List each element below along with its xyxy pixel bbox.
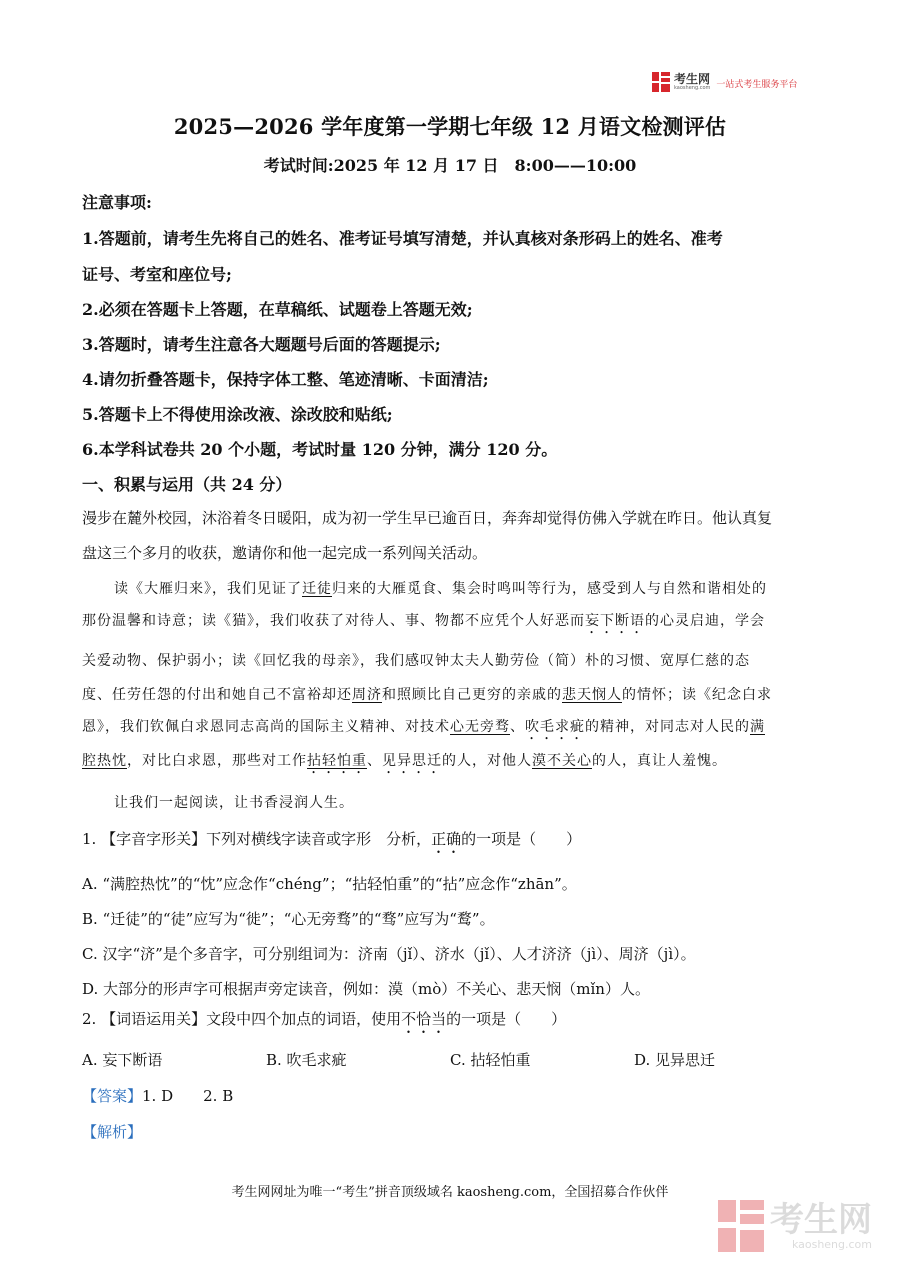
watermark-name: 考生网 [770, 1199, 872, 1240]
passage-line-2: 那份温馨和诗意；读《猫》，我们收获了对待人、事、物都不应凭个人好恶而妄下断语的心灵启迪，学会 [82, 613, 765, 629]
section-heading: 一、积累与运用（共 24 分） [82, 475, 292, 494]
passage-line-4: 度、任劳任怨的付出和她自己不富裕却还周济和照顾比自己更穷的亲戚的悲天悯人的情怀；读《纪念白求 [82, 687, 772, 703]
dotted-word: 不恰当 [401, 1010, 447, 1028]
underlined-word: 满 [750, 719, 765, 735]
notice-item-1b: 证号、考室和座位号; [82, 265, 232, 284]
notice-item-6: 6.本学科试卷共 20 个小题，考试时量 120 分钟，满分 120 分。 [82, 440, 558, 459]
dotted-word: 吹毛求疵 [525, 719, 585, 735]
watermark-logo-icon [718, 1200, 764, 1252]
watermark [718, 1200, 872, 1252]
passage-line-3: 关爱动物、保护弱小；读《回忆我的母亲》，我们感叹钟太夫人勤劳俭（简）朴的习惯、宽厚仁慈的态 [82, 653, 750, 669]
q2-option-b: B. 吹毛求疵 [266, 1051, 347, 1069]
q2-option-d: D. 见异思迁 [634, 1051, 716, 1069]
watermark-domain: kaosheng.com [791, 1237, 872, 1251]
page-footer: 考生网网址为唯一“考生”拼音顶级域名 kaosheng.com，全国招募合作伙伴 [231, 1185, 669, 1200]
q1-option-d: D. 大部分的形声字可根据声旁定读音，例如：漠（mò）不关心、悲天悯（mǐn）人。 [82, 980, 650, 998]
underlined-dotted-word: 拈轻怕重 [307, 753, 367, 769]
underlined-word: 悲天悯人 [562, 687, 622, 703]
q2-option-a: A. 妄下断语 [82, 1051, 163, 1069]
notice-item-1a: 1.答题前，请考生先将自己的姓名、准考证号填写清楚，并认真核对条形码上的姓名、准考 [82, 229, 723, 248]
q1-option-c: C. 汉字“济”是个多音字，可分别组词为：济南（jǐ）、济水（jǐ）、人才济济（jì）、周济（jì）。 [82, 945, 696, 963]
notice-heading: 注意事项: [82, 193, 152, 212]
dotted-word: 见异思迁 [382, 753, 442, 769]
q1-option-b: B. “迁徒”的“徒”应写为“徙”；“心无旁骛”的“骛”应写为“鹜”。 [82, 910, 495, 928]
dotted-word: 妄下断语 [585, 613, 645, 629]
site-logo [652, 70, 797, 94]
underlined-word: 周济 [352, 687, 382, 703]
logo-slogan: 一站式考生服务平台 [716, 79, 798, 90]
q1-stem: 1. 【字音字形关】下列对横线字读音或字形 分析，正确的一项是（ ） [82, 830, 582, 848]
underlined-word: 迁徒 [302, 581, 332, 597]
underlined-word: 腔热忱 [82, 753, 127, 769]
underlined-word: 心无旁骛 [450, 719, 510, 735]
passage-line-5: 恩》，我们钦佩白求恩同志高尚的国际主义精神、对技术心无旁骛、吹毛求疵的精神，对同志对人民的满 [82, 719, 765, 735]
intro-line-1: 漫步在麓外校园，沐浴着冬日暖阳，成为初一学生早已逾百日，奔奔却觉得仿佛入学就在昨日。他认真复 [82, 509, 773, 527]
answer-label: 【答案】 [82, 1087, 143, 1105]
logo-domain: kaosheng.com [674, 85, 711, 91]
q1-option-a: A. “满腔热忱”的“忱”应念作“chéng”；“拈轻怕重”的“拈”应念作“zhān”。 [82, 875, 577, 893]
passage-line-7: 让我们一起阅读，让书香浸润人生。 [114, 795, 354, 811]
logo-icon [652, 72, 670, 92]
notice-item-5: 5.答题卡上不得使用涂改液、涂改胶和贴纸; [82, 405, 393, 424]
notice-item-3: 3.答题时，请考生注意各大题题号后面的答题提示; [82, 335, 441, 354]
passage-line-1: 读《大雁归来》，我们见证了迁徒归来的大雁觅食、集会时鸣叫等行为，感受到人与自然和谐相处的 [114, 581, 767, 597]
intro-line-2: 盘这三个多月的收获，邀请你和他一起完成一系列闯关活动。 [82, 544, 488, 562]
notice-item-4: 4.请勿折叠答题卡，保持字体工整、笔迹清晰、卡面清洁; [82, 370, 489, 389]
passage-line-6: 腔热忱，对比白求恩，那些对工作拈轻怕重、见异思迁的人，对他人漠不关心的人，真让人羞愧。 [82, 753, 727, 769]
exam-time: 考试时间:2025 年 12 月 17 日 8:00——10:00 [263, 156, 637, 175]
analysis-line [82, 1121, 142, 1142]
q2-stem: 2. 【词语运用关】文段中四个加点的词语，使用不恰当的一项是（ ） [82, 1010, 567, 1028]
page-title: 2025—2026 学年度第一学期七年级 12 月语文检测评估 [173, 114, 727, 139]
dotted-word: 正确 [431, 830, 462, 848]
analysis-label: 【解析】 [82, 1123, 143, 1141]
underlined-word: 漠不关心 [532, 753, 592, 769]
answer-text: 1. D 2. B [142, 1087, 234, 1105]
answer-line [82, 1085, 233, 1106]
notice-item-2: 2.必须在答题卡上答题，在草稿纸、试题卷上答题无效; [82, 300, 473, 319]
q2-option-c: C. 拈轻怕重 [450, 1051, 531, 1069]
logo-name: 考生网 [674, 72, 711, 86]
